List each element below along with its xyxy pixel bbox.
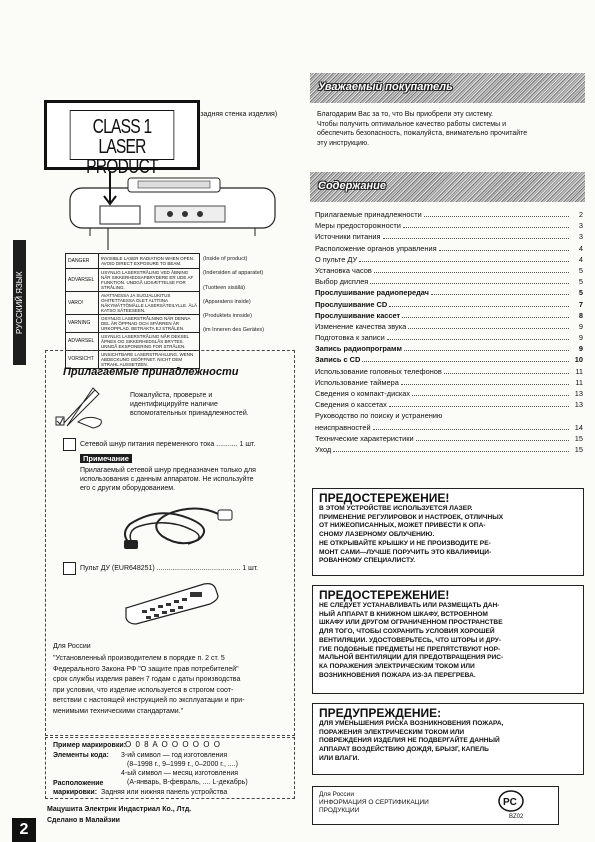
toc-entry-page: 9: [578, 344, 583, 354]
caution2-line: ВОЗНИКНОВЕНИЯ ПОЖАРА ИЗ-ЗА ПЕРЕГРЕВА.: [319, 671, 476, 679]
toc-entry-leader: [383, 238, 570, 239]
toc-entry-page: 13: [574, 400, 583, 410]
certification-box: [312, 786, 559, 825]
caution-laser-box: [312, 488, 584, 576]
toc-entry-leader: [439, 250, 569, 251]
toc-entry-page: 10: [574, 355, 583, 365]
caution2-line: ВЕНТИЛЯЦИИ. УДОСТОВЕРЬТЕСЬ, ЧТО ШТОРЫ И ДРУ-: [319, 636, 502, 644]
caution-laser-text: [313, 505, 583, 569]
toc-entry[interactable]: [315, 288, 583, 299]
svg-text:PC: PC: [503, 797, 517, 808]
toc-entry-leader: [444, 373, 569, 374]
laser-warning-row: [66, 269, 200, 292]
toc-entry-label: Установка часов: [315, 265, 372, 275]
pen-hand-icon: [53, 384, 108, 429]
caution2-line: ДЛЯ ТОГО, ЧТОБЫ СОХРАНИТЬ УСЛОВИЯ ХОРОШЕЙ: [319, 628, 495, 636]
toc-entry-page: 5: [578, 288, 583, 298]
toc-entry-label: О пульте ДУ: [315, 254, 358, 264]
warning-line: ДЛЯ УМЕНЬШЕНИЯ РИСКА ВОЗНИКНОВЕНИЯ ПОЖАРА,: [319, 720, 504, 727]
toc-entry[interactable]: [315, 434, 583, 445]
toc-entry[interactable]: [315, 355, 583, 366]
toc-entry-page: 7: [578, 299, 583, 309]
marking-code-lines: 3-ий символ — год изготовления (8–1998 г., 9–1999 г., 0–2000 г., ....) 4-ый символ — месяц изготовления (A-январь, B-февраль, .... L-декабрь): [121, 752, 248, 786]
toc-entry-label: Подготовка к записи: [315, 333, 385, 343]
toc-entry-leader: [403, 227, 569, 228]
made-in: Сделано в Малайзии: [47, 817, 120, 824]
toc-entry-page: 11: [575, 377, 583, 387]
toc-entry[interactable]: [315, 389, 583, 400]
toc-entry[interactable]: [315, 311, 583, 322]
table-of-contents: [315, 210, 583, 456]
caution-ventilation-box: [312, 585, 584, 694]
checkbox-remote[interactable]: [63, 562, 76, 575]
caution1-line: ОТ НИЖЕОПИСАННЫХ, МОЖЕТ ПРИВЕСТИ К ОПА-: [319, 522, 486, 530]
toc-entry[interactable]: [315, 266, 583, 277]
laser-warning-key: VORSICHT: [66, 351, 99, 369]
toc-entry-page: 3: [578, 232, 583, 242]
note-text: Прилагаемый сетевой шнур предназначен только для использования с данным аппаратом. Не используйте его с другим оборудованием.: [80, 467, 256, 492]
toc-entry-leader: [431, 294, 569, 295]
dear-user-title: Уважаемый покупатель: [318, 81, 453, 93]
accessories-title: Прилагаемые принадлежности: [63, 366, 239, 378]
caution1-line: СНОМУ ЛАЗЕРНОМУ ОБЛУЧЕНИЮ.: [319, 531, 435, 539]
toc-entry[interactable]: [315, 333, 583, 344]
toc-entry-leader: [374, 272, 569, 273]
warning-moisture-box: [312, 703, 584, 775]
laser-warning-row: [66, 333, 200, 351]
warning-line: ИЛИ ВЛАГИ.: [319, 754, 360, 762]
caution-ventilation-title: ПРЕДОСТЕРЕЖЕНИЕ!: [319, 588, 450, 602]
toc-entry-leader: [362, 361, 569, 362]
toc-entry-label: Уход: [315, 444, 332, 454]
marking-location-label2: маркировки:: [53, 789, 98, 796]
caution2-line: ШКАФУ ИЛИ ДРУГОМ ОГРАНИЧЕННОМ ПРОСТРАНСТВЕ: [319, 619, 503, 627]
warning-line: ПОРАЖЕНИЯ ЭЛЕКТРИЧЕСКИМ ТОКОМ ИЛИ: [319, 728, 465, 736]
laser-warning-notes: [203, 253, 293, 339]
caution2-line: ГИЕ ПОДОБНЫЕ ПРЕДМЕТЫ НЕ ПРЕПЯТСТВУЮТ НОР-: [319, 645, 501, 653]
toc-entry-label: Запись с CD: [315, 355, 361, 365]
toc-entry-label: Руководство по поиску и устранению: [315, 411, 443, 421]
power-cord-illustration: [118, 500, 238, 550]
certification-text: Для России ИНФОРМАЦИЯ О СЕРТИФИКАЦИИ ПРОДУКЦИИ: [319, 791, 429, 814]
toc-entry[interactable]: [315, 344, 583, 355]
toc-entry[interactable]: [315, 210, 583, 221]
toc-entry-leader: [389, 306, 569, 307]
toc-entry-leader: [416, 440, 569, 441]
toc-entry-page: 5: [578, 277, 583, 287]
russia-service-life-text: "Установленный производителем в порядке п. 2 ст. 5 Федерального Закона РФ "О защите прав потребителей" срок службы изделия равен 7 годам с даты производства при условии, что изделие используется в строгом соот- ветствии с настоящей инструкцией по эксплуатации и при- менимыми техническими стандартами.": [53, 655, 245, 715]
caution1-line: НЕ ОТКРЫВАЙТЕ КРЫШКУ И НЕ ПРОИЗВОДИТЕ РЕ-: [319, 539, 491, 547]
marking-example-label: Пример маркировки:: [53, 742, 126, 749]
item-remote: Пульт ДУ (EUR648251) ........................................... 1 шт.: [80, 565, 259, 572]
toc-entry-page: 3: [578, 221, 583, 231]
warning-line: ПОВРЕЖДЕНИЯ ИЗДЕЛИЯ НЕ ПОДВЕРГАЙТЕ ДАННЫЙ: [319, 737, 500, 745]
toc-entry-leader: [370, 283, 569, 284]
marking-location-label: Расположение: [53, 780, 104, 787]
laser-warning-key: VARNING: [66, 315, 99, 333]
caution1-line: В ЭТОМ УСТРОЙСТВЕ ИСПОЛЬЗУЕТСЯ ЛАЗЕР.: [319, 505, 473, 512]
contents-title: Содержание: [318, 180, 386, 192]
laser-warning-note: (Apparatens inside): [203, 298, 251, 305]
toc-entry-leader: [404, 350, 569, 351]
contents-header: [310, 172, 585, 202]
toc-entry-page: 13: [574, 389, 583, 398]
caution2-line: НЫЙ АППАРАТ В КНИЖНОМ ШКАФУ, ВСТРОЕННОМ: [319, 610, 488, 618]
toc-entry-label: Расположение органов управления: [315, 243, 437, 253]
laser-warning-key: DANGER: [66, 254, 99, 269]
caution-laser-title: ПРЕДОСТЕРЕЖЕНИЕ!: [319, 491, 450, 505]
warning-moisture-title: ПРЕДУПРЕЖДЕНИЕ:: [319, 706, 442, 720]
laser-warning-text: UNSICHTBARE LASERSTRAHLUNG, WENN ABDECKUNG GEÖFFNET. NICHT DEM STRAHL AUSSETZEN.: [99, 351, 200, 369]
toc-entry-leader: [333, 451, 569, 452]
toc-entry-page: 11: [575, 366, 583, 376]
caution2-line: КА ПОРАЖЕНИЯ ЭЛЕКТРИЧЕСКИМ ТОКОМ ИЛИ: [319, 662, 475, 670]
laser-warning-key: VARO!: [66, 292, 99, 315]
caution2-line: МАЛЬНОЙ ВЕНТИЛЯЦИИ ДЛЯ ПРЕДОТВРАЩЕНИЯ РИС-: [319, 654, 504, 662]
marking-example-value: O 0 8 A O O O O O O: [125, 740, 221, 749]
toc-entry-label: Сведения о компакт-дисках: [315, 389, 411, 398]
toc-entry-leader: [389, 406, 569, 407]
toc-entry-label: Прилагаемые принадлежности: [315, 210, 422, 219]
item-power-cord: Сетевой шнур питания переменного тока ........... 1 шт.: [80, 441, 256, 448]
laser-warning-text: OSYNLIG LASERSTRÅLNING NÄR DENNA DEL ÄR ÖPPNAD OCH SPÄRREN ÄR URKOPPLAD. BETRAKTA EJ STRÅLEN.: [99, 315, 200, 333]
laser-class-line2: LASER PRODUCT: [86, 136, 158, 178]
toc-entry-page: 9: [578, 333, 583, 343]
toc-entry[interactable]: [315, 367, 583, 378]
laser-warning-text: USYNLIG LASERSTRÅLING NÅR DEKSEL ÅPNES OG SIKKERHEDSLÅS BRYTES. UNNGÅ EKSPONERING FOR STRÅLEN.: [99, 333, 200, 351]
certification-mark-code: BZ02: [509, 814, 524, 820]
laser-label-caption: (задняя стенка изделия): [198, 111, 278, 118]
toc-entry[interactable]: [315, 378, 583, 389]
gost-certification-mark-icon: [498, 790, 524, 812]
laser-warning-key: ADVARSEL: [66, 333, 99, 351]
toc-entry-label: Изменение качества звука: [315, 321, 407, 331]
laser-warning-note: (Tuotteen sisällä): [203, 284, 245, 291]
toc-entry-label: Технические характеристики: [315, 433, 414, 443]
laser-warning-row: [66, 292, 200, 315]
laser-class-line1: CLASS 1: [92, 116, 152, 138]
toc-entry-page: 8: [578, 310, 583, 320]
accessories-intro: Пожалуйста, проверьте и идентифицируйте наличие вспомогательных принадлежностей.: [130, 392, 249, 417]
caution1-line: РОВАННОМУ СПЕЦИАЛИСТУ.: [319, 557, 416, 565]
page-number: 2: [12, 818, 36, 842]
toc-entry[interactable]: [315, 244, 583, 255]
device-rear-illustration: [60, 172, 290, 250]
toc-entry[interactable]: [315, 232, 583, 243]
toc-entry-label: Прослушивание CD: [315, 299, 388, 309]
toc-entry-leader: [359, 261, 569, 262]
dear-user-text: Благодарим Вас за то, что Вы приобрели эту систему. Чтобы получить оптимальное качество работы системы и обеспечить безопасность, пожалуйста, внимательно прочитайте эту инструкцию.: [317, 111, 528, 147]
toc-entry-label: Прослушивание радиопередач: [315, 288, 429, 298]
toc-entry-label: Прослушивание кассет: [315, 310, 401, 320]
toc-entry-page: 9: [578, 321, 583, 331]
toc-entry-page: 4: [578, 254, 583, 264]
laser-warning-key: ADVARSEL: [66, 269, 99, 292]
laser-warning-note: (Inside of product): [203, 256, 248, 262]
checkbox-power-cord[interactable]: [63, 438, 76, 451]
warning-moisture-text: [313, 720, 583, 767]
caution2-line: НЕ СЛЕДУЕТ УСТАНАВЛИВАТЬ ИЛИ РАЗМЕЩАТЬ ДАН-: [319, 602, 500, 609]
laser-warning-note: (im Inneren des Gerätes): [203, 327, 265, 334]
toc-entry[interactable]: [315, 255, 583, 266]
laser-warning-text: INVISIBLE LASER RADIATION WHEN OPEN. AVOID DIRECT EXPOSURE TO BEAM.: [99, 254, 200, 269]
laser-warning-text: AVATTAESSA JA SUOJALUKITUS OHITETTAESSA OLET ALTTIINA NÄKYMÄTTÖMÄLLE LASERSÄTEILYLLE. ÄLÄ KATSO SÄTEESEEN.: [99, 292, 200, 315]
toc-entry-label: Использование головных телефонов: [315, 366, 442, 376]
toc-entry-page: 14: [574, 422, 583, 432]
toc-entry-leader: [401, 384, 569, 385]
toc-entry-leader: [424, 216, 569, 217]
manufacturer-name: Мацушита Электрик Индастриал Ко., Лтд.: [47, 806, 192, 813]
laser-warning-note: (Produktets innside): [203, 313, 252, 320]
toc-entry-label: Сведения о кассетах: [315, 400, 387, 410]
toc-entry[interactable]: [315, 322, 583, 333]
laser-warning-row: [66, 254, 200, 269]
toc-entry[interactable]: [315, 221, 583, 232]
toc-entry-leader: [373, 429, 569, 430]
toc-entry[interactable]: [315, 400, 583, 411]
toc-entry-leader: [387, 339, 569, 340]
dear-user-header: [310, 73, 585, 103]
toc-entry-page: 4: [578, 243, 583, 253]
toc-entry[interactable]: [315, 300, 583, 311]
language-side-tab: РУССКИЙ ЯЗЫК: [13, 240, 26, 365]
laser-warning-row: [66, 315, 200, 333]
toc-entry[interactable]: [315, 445, 583, 456]
toc-entry-leader: [412, 395, 569, 396]
toc-entry-label: Использование таймера: [315, 377, 399, 387]
toc-entry-leader: [402, 317, 569, 318]
toc-entry-page: 5: [578, 265, 583, 275]
note-label: Примечание: [80, 454, 132, 463]
toc-entry-label: неисправностей: [315, 422, 371, 432]
caution-ventilation-text: [313, 602, 583, 683]
laser-class-label: [44, 100, 200, 178]
toc-entry-label: Источники питания: [315, 232, 381, 242]
toc-entry[interactable]: [315, 423, 583, 434]
russia-label: Для России: [53, 643, 91, 650]
toc-entry-leader: [408, 328, 569, 329]
toc-entry-page: 15: [574, 444, 583, 454]
toc-entry-label: Меры предосторожности: [315, 221, 401, 231]
warning-line: АППАРАТ ВОЗДЕЙСТВИЮ ДОЖДЯ, БРЫЗГ, КАПЕЛЬ: [319, 746, 489, 754]
caution1-line: ПРИМЕНЕНИЕ РЕГУЛИРОВОК И НАСТРОЕК, ОТЛИЧНЫХ: [319, 513, 504, 521]
toc-entry[interactable]: [315, 411, 583, 422]
caution1-line: МОНТ САМИ—ЛУЧШЕ ПОРУЧИТЬ ЭТО КВАЛИФИЦИ-: [319, 548, 492, 556]
laser-warning-note: (Indersiden af apparatet): [203, 270, 264, 277]
marking-codes-label: Элементы кода:: [53, 752, 109, 759]
laser-warning-text: USYNLIG LASERSTRÅLING VED ÅBNING NÅR SIKKERHEDSAFBRYDERE ER UDE AF FUNKTION. UNDGÅ UDSÆTTELSE FOR STRÅLING.: [99, 269, 200, 292]
remote-control-illustration: [122, 578, 222, 626]
toc-entry-label: Выбор дисплея: [315, 277, 369, 287]
marking-location-value: Задняя или нижняя панель устройства: [101, 789, 228, 796]
toc-entry-page: 2: [578, 210, 583, 219]
toc-entry[interactable]: [315, 277, 583, 288]
toc-entry-label: Запись радиопрограмм: [315, 344, 402, 354]
toc-entry-page: 15: [574, 433, 583, 443]
